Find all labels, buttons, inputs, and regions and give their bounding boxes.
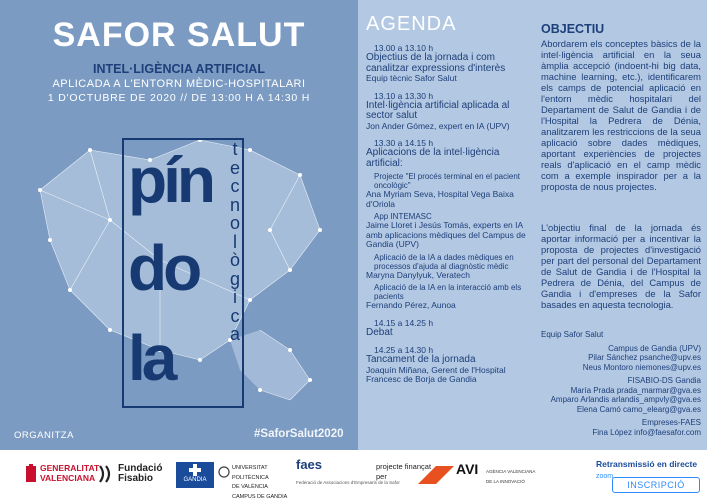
- agenda-subitem-title: App INTEMASC: [374, 212, 432, 221]
- agenda-speaker: Jon Ander Gómez, expert en IA (UPV): [366, 120, 510, 131]
- contact-person[interactable]: Elena Camó camo_elearg@gva.es: [576, 404, 701, 414]
- agenda-subitem-speaker: Maryna Danylyuk, Veratech: [366, 269, 470, 280]
- faes-subtitle: Federació de Associacions d'Empresaris de la Safor: [296, 480, 400, 485]
- agenda-time: 13.00 a 13.10 h: [374, 43, 434, 53]
- objectiu-title: OBJECTIU: [541, 22, 605, 36]
- fisabio-logo: [118, 464, 162, 483]
- agenda-subitem-title: Projecte "El procés terminal en el pacient oncològic": [374, 172, 521, 190]
- contact-person[interactable]: Amparo Arlandis arlandis_ampvly@gva.es: [550, 395, 701, 404]
- contact-org: Campus de Gandia (UPV): [608, 343, 701, 353]
- agenda-item: [366, 91, 529, 132]
- upv-emblem-icon: [218, 464, 230, 484]
- fisabio-icon: [96, 464, 116, 484]
- upv-line-3: DE VALÈNCIA: [232, 484, 268, 490]
- logo-vertical-letter: o: [229, 213, 240, 233]
- contact-group: [541, 376, 701, 414]
- contact-org: FISABIO-DS Gandia: [627, 376, 701, 385]
- agenda-subitem-speaker: Fernando Pérez, Aunoa: [366, 300, 456, 310]
- logo-vertical-letter: ò: [229, 250, 240, 270]
- upv-line-4: CAMPUS DE GANDIA: [232, 493, 288, 500]
- logo-vertical-letter: c: [230, 176, 240, 196]
- contact-person[interactable]: María Prada prada_marmar@gva.es: [570, 385, 701, 395]
- faes-logo: faes: [296, 457, 323, 472]
- agenda-speaker: Joaquín Miñana, Gerent de l'Hospital Francesc de Borja de Gandia: [366, 364, 506, 384]
- agenda-title: AGENDA: [366, 13, 457, 35]
- gv-line-2: VALENCIANA: [40, 472, 96, 483]
- left-panel: [0, 0, 358, 450]
- contact-org: Empreses-FAES: [641, 418, 701, 427]
- logo-vertical-letter: l: [233, 231, 237, 252]
- sponsor-footer: [0, 450, 707, 500]
- cross-icon: [188, 464, 202, 476]
- contact-person[interactable]: Pilar Sánchez psanche@upv.es: [588, 353, 701, 362]
- fisabio-line-1: Fundació: [118, 463, 163, 474]
- contact-person[interactable]: Fina López info@faesafor.com: [592, 427, 701, 437]
- agenda-list: [366, 43, 529, 392]
- logo-vertical-letter: a: [229, 324, 240, 344]
- poster-date: 1 D'OCTUBRE DE 2020 // DE 13:00 H A 14:30 H: [47, 92, 311, 104]
- upv-line-1: UNIVERSITAT: [232, 465, 268, 471]
- logo-vertical-letter: e: [229, 157, 240, 178]
- agenda-item-title: Objectius de la jornada i com canalitzar expressions d'interès: [366, 52, 506, 74]
- agenda-time: 14.15 a 14.25 h: [374, 317, 434, 328]
- logo-word-do: do: [128, 232, 199, 304]
- contact-group: [541, 418, 701, 437]
- financed-line-1: projecte finançat: [376, 462, 432, 471]
- agenda-speaker: Equip tècnic Safor Salut: [366, 73, 457, 83]
- agenda-subitem-title: Aplicació de la IA a dades mèdiques en processos d'ajuda al diagnòstic mèdic: [374, 252, 514, 271]
- objectiu-paragraph-1: Abordarem els conceptes bàsics de la intel·ligència artificial en la seua àmplia accepció (indoent-hi big data, machine learning, etc.), identificarem els camps de potencial aplicació en l'entorn mèdic hospitalari del Departament de Salut de Gandia i de l'Hospital la Pedrera de Dénia, analitzarem les restriccions de la seua aplicació sobre dades mèdiques, aportant experiències de projectes reals d'aplicació en el camp mèdic com a exemple inspirador per a la proposta de nous projectes.: [541, 38, 701, 192]
- logo-vertical-letter: t: [232, 139, 238, 159]
- avi-sub-line-2: DE LA INNOVACIÓ: [486, 478, 525, 484]
- gv-emblem-icon: [24, 464, 38, 484]
- financed-line-2: per: [376, 471, 387, 481]
- agenda-time: 14.25 a 14.30 h: [374, 345, 434, 355]
- zoom-logo: zoom: [596, 473, 614, 480]
- agenda-item: [366, 345, 529, 385]
- generalitat-logo: [40, 464, 99, 483]
- objectiu-paragraph-2: L'objectiu final de la jornada és aportar informació per a incentivar la proposta de projectes d'investigació per part del personal del Departament de Salut de Gandia i de l'Hospital la Pedrera de Dénia, del Campus de Gandia i d'empreses de la Safor basades en aquesta tecnologia.: [541, 222, 701, 310]
- agenda-item: [366, 43, 529, 84]
- logo-word-pin: pín: [128, 144, 212, 216]
- hashtag: #SaforSalut2020: [254, 428, 344, 440]
- logo-vertical-letter: c: [230, 305, 240, 326]
- agenda-subitem-speaker: Ana Myriam Seva, Hospital Vega Baixa d'Oriola: [366, 189, 514, 209]
- live-stream-label: Retransmissió en directe: [596, 459, 698, 469]
- agenda-item-title: Intel·ligència artificial aplicada al sector salut: [366, 99, 510, 121]
- fisabio-line-2: Fisabio: [118, 472, 154, 484]
- gandia-logo: GANDIA: [176, 462, 214, 488]
- agenda-item-title: Aplicacions de la intel·ligència artificial:: [366, 147, 500, 169]
- logo-vertical-letter: g: [229, 268, 240, 289]
- upv-logo: [232, 464, 287, 500]
- contact-heading: Equip Safor Salut: [541, 330, 604, 339]
- agenda-item-title: Tancament de la jornada: [366, 354, 476, 365]
- agenda-time: 13.30 a 14.15 h: [374, 138, 434, 148]
- poster-subtitle: INTEL·LIGÈNCIA ARTIFICIAL: [93, 62, 265, 76]
- upv-line-2: POLITÈCNICA: [232, 474, 269, 481]
- agenda-item: [366, 318, 529, 339]
- poster-title: SAFOR SALUT: [52, 16, 306, 54]
- agenda-time: 13.10 a 13.30 h: [374, 90, 434, 101]
- inscripcio-button[interactable]: INSCRIPCIÓ: [612, 477, 700, 493]
- agenda-item-title: Debat: [366, 326, 393, 338]
- agenda-subitem-title: Aplicació de la IA en la interacció amb els pacients: [374, 283, 522, 301]
- avi-sub-line-1: AGÈNCIA VALENCIANA: [486, 469, 536, 474]
- contact-group: [541, 344, 701, 373]
- avi-arrow-icon: [418, 466, 454, 484]
- avi-subtitle: [486, 467, 535, 486]
- agenda-item: [366, 138, 529, 311]
- logo-vertical-letter: n: [229, 194, 240, 215]
- avi-logo: AVI: [456, 461, 479, 477]
- contact-list: [541, 330, 701, 441]
- contact-person[interactable]: Neus Montoro niemones@upv.es: [582, 362, 701, 372]
- agenda-subitem-speaker: Jaime Lloret i Jesús Tomás, experts en IA amb aplicacions mèdiques del Campus de Gandia (UPV): [366, 220, 526, 249]
- logo-vertical-letter: i: [233, 287, 237, 307]
- organitza-label: ORGANITZA: [14, 430, 74, 441]
- logo-word-la: la: [128, 322, 174, 394]
- logo-vertical-text: [228, 140, 242, 344]
- poster-applied: APLICADA A L'ENTORN MÈDIC-HOSPITALARI: [52, 78, 306, 90]
- gv-line-1: GENERALITAT: [40, 463, 100, 473]
